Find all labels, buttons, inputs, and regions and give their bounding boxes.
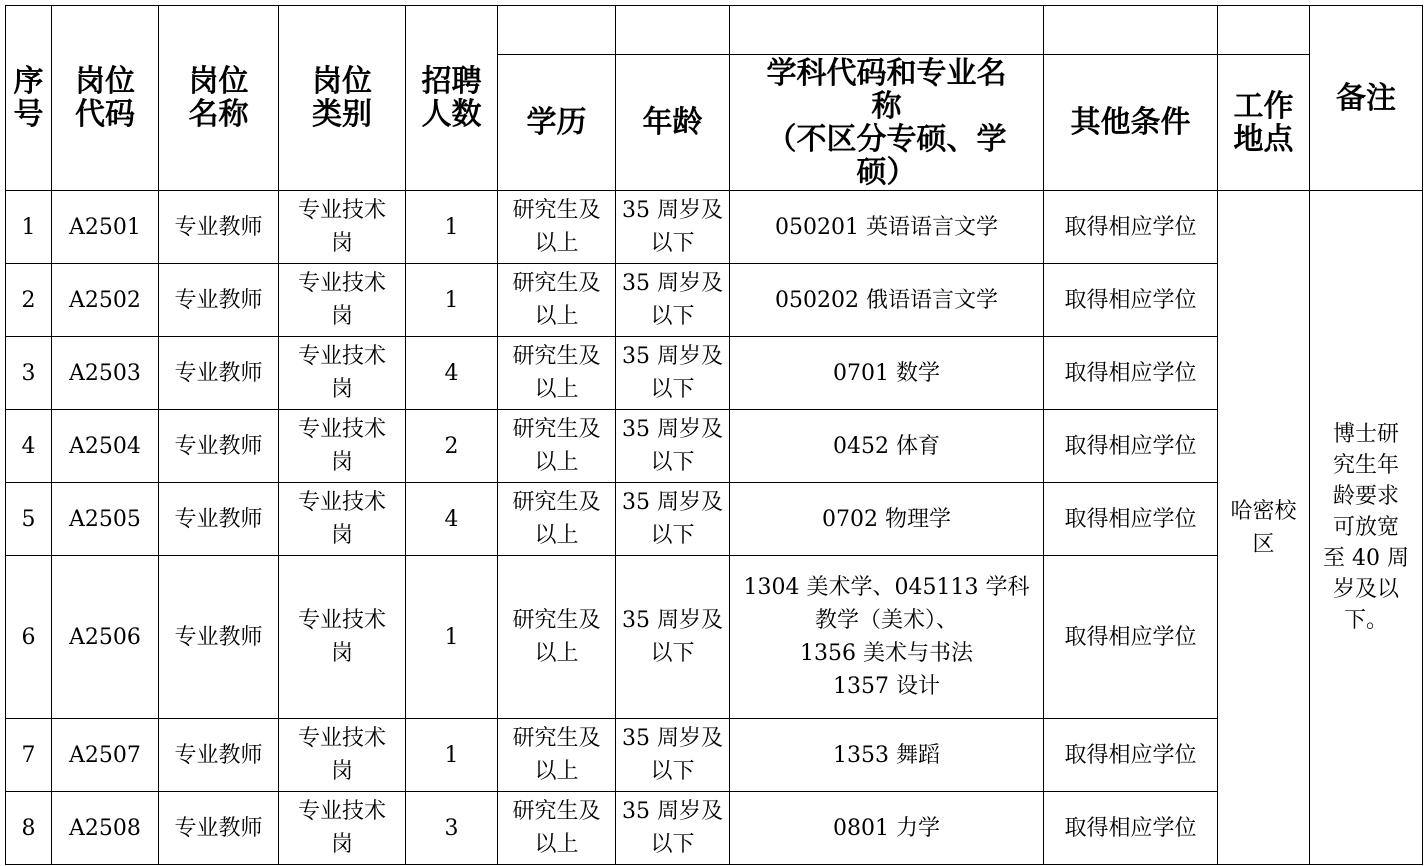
cell-seq: 6 bbox=[6, 556, 52, 719]
cell-category: 专业技术 岗 bbox=[279, 191, 406, 264]
cell-category: 专业技术 岗 bbox=[279, 410, 406, 483]
cell-other: 取得相应学位 bbox=[1044, 556, 1218, 719]
cell-education: 研究生及 以上 bbox=[498, 410, 616, 483]
cell-code: A2503 bbox=[52, 337, 159, 410]
cell-education: 研究生及 以上 bbox=[498, 719, 616, 792]
cell-major: 0701 数学 bbox=[730, 337, 1044, 410]
cell-major: 050202 俄语语言文学 bbox=[730, 264, 1044, 337]
cell-category: 专业技术 岗 bbox=[279, 264, 406, 337]
table-row bbox=[6, 556, 1423, 719]
cell-other: 取得相应学位 bbox=[1044, 483, 1218, 556]
header-seq: 序 号 bbox=[6, 6, 52, 191]
cell-count: 1 bbox=[406, 719, 498, 792]
cell-age: 35 周岁及 以下 bbox=[616, 719, 730, 792]
cell-count: 4 bbox=[406, 483, 498, 556]
cell-major: 0801 力学 bbox=[730, 792, 1044, 865]
cell-education: 研究生及 以上 bbox=[498, 792, 616, 865]
header-recruit-count: 招聘 人数 bbox=[406, 6, 498, 191]
table-row bbox=[6, 410, 1423, 483]
header-position-category: 岗位 类别 bbox=[279, 6, 406, 191]
header-position-name: 岗位 名称 bbox=[159, 6, 279, 191]
header-education: 学历 bbox=[498, 55, 616, 191]
cell-age: 35 周岁及 以下 bbox=[616, 337, 730, 410]
cell-seq: 5 bbox=[6, 483, 52, 556]
header-position-code: 岗位 代码 bbox=[52, 6, 159, 191]
header-major: 学科代码和专业名 称 （不区分专硕、学 硕） bbox=[730, 55, 1044, 191]
cell-name: 专业教师 bbox=[159, 191, 279, 264]
cell-education: 研究生及 以上 bbox=[498, 556, 616, 719]
cell-count: 1 bbox=[406, 264, 498, 337]
cell-work-location: 哈密校 区 bbox=[1218, 191, 1310, 865]
cell-major: 0702 物理学 bbox=[730, 483, 1044, 556]
cell-code: A2504 bbox=[52, 410, 159, 483]
cell-education: 研究生及 以上 bbox=[498, 264, 616, 337]
cell-name: 专业教师 bbox=[159, 719, 279, 792]
cell-category: 专业技术 岗 bbox=[279, 556, 406, 719]
cell-age: 35 周岁及 以下 bbox=[616, 264, 730, 337]
table-row bbox=[6, 792, 1423, 865]
cell-age: 35 周岁及 以下 bbox=[616, 556, 730, 719]
table-row bbox=[6, 337, 1423, 410]
header-note: 备注 bbox=[1310, 6, 1423, 191]
cell-seq: 4 bbox=[6, 410, 52, 483]
cell-other: 取得相应学位 bbox=[1044, 337, 1218, 410]
cell-other: 取得相应学位 bbox=[1044, 719, 1218, 792]
header-age: 年龄 bbox=[616, 55, 730, 191]
cell-name: 专业教师 bbox=[159, 792, 279, 865]
cell-education: 研究生及 以上 bbox=[498, 483, 616, 556]
cell-name: 专业教师 bbox=[159, 410, 279, 483]
cell-count: 1 bbox=[406, 191, 498, 264]
cell-count: 3 bbox=[406, 792, 498, 865]
cell-education: 研究生及 以上 bbox=[498, 191, 616, 264]
cell-seq: 8 bbox=[6, 792, 52, 865]
cell-count: 2 bbox=[406, 410, 498, 483]
cell-name: 专业教师 bbox=[159, 483, 279, 556]
cell-name: 专业教师 bbox=[159, 337, 279, 410]
cell-major: 1353 舞蹈 bbox=[730, 719, 1044, 792]
header-other-conditions: 其他条件 bbox=[1044, 55, 1218, 191]
cell-count: 4 bbox=[406, 337, 498, 410]
header-other-top bbox=[1044, 6, 1218, 55]
cell-other: 取得相应学位 bbox=[1044, 191, 1218, 264]
cell-note: 博士研 究生年 龄要求 可放宽 至 40 周 岁及以 下。 bbox=[1310, 191, 1423, 865]
cell-category: 专业技术 岗 bbox=[279, 337, 406, 410]
cell-code: A2505 bbox=[52, 483, 159, 556]
cell-code: A2502 bbox=[52, 264, 159, 337]
header-education-top bbox=[498, 6, 616, 55]
cell-other: 取得相应学位 bbox=[1044, 264, 1218, 337]
cell-age: 35 周岁及 以下 bbox=[616, 792, 730, 865]
table-row bbox=[6, 719, 1423, 792]
cell-other: 取得相应学位 bbox=[1044, 410, 1218, 483]
cell-code: A2508 bbox=[52, 792, 159, 865]
table-row bbox=[6, 483, 1423, 556]
table-row bbox=[6, 264, 1423, 337]
cell-age: 35 周岁及 以下 bbox=[616, 191, 730, 264]
table-row bbox=[6, 191, 1423, 264]
header-age-top bbox=[616, 6, 730, 55]
header-location-top bbox=[1218, 6, 1310, 55]
cell-age: 35 周岁及 以下 bbox=[616, 483, 730, 556]
header-major-top bbox=[730, 6, 1044, 55]
cell-age: 35 周岁及 以下 bbox=[616, 410, 730, 483]
cell-major: 0452 体育 bbox=[730, 410, 1044, 483]
cell-education: 研究生及 以上 bbox=[498, 337, 616, 410]
cell-major: 050201 英语语言文学 bbox=[730, 191, 1044, 264]
cell-other: 取得相应学位 bbox=[1044, 792, 1218, 865]
header-work-location: 工作 地点 bbox=[1218, 55, 1310, 191]
cell-code: A2507 bbox=[52, 719, 159, 792]
cell-name: 专业教师 bbox=[159, 264, 279, 337]
cell-seq: 1 bbox=[6, 191, 52, 264]
cell-major: 1304 美术学、045113 学科 教学（美术）、 1356 美术与书法 1357 设计 bbox=[730, 556, 1044, 719]
cell-code: A2506 bbox=[52, 556, 159, 719]
cell-category: 专业技术 岗 bbox=[279, 792, 406, 865]
cell-seq: 2 bbox=[6, 264, 52, 337]
cell-code: A2501 bbox=[52, 191, 159, 264]
cell-count: 1 bbox=[406, 556, 498, 719]
cell-seq: 7 bbox=[6, 719, 52, 792]
recruitment-table bbox=[5, 5, 1423, 865]
cell-category: 专业技术 岗 bbox=[279, 483, 406, 556]
cell-category: 专业技术 岗 bbox=[279, 719, 406, 792]
cell-name: 专业教师 bbox=[159, 556, 279, 719]
cell-seq: 3 bbox=[6, 337, 52, 410]
